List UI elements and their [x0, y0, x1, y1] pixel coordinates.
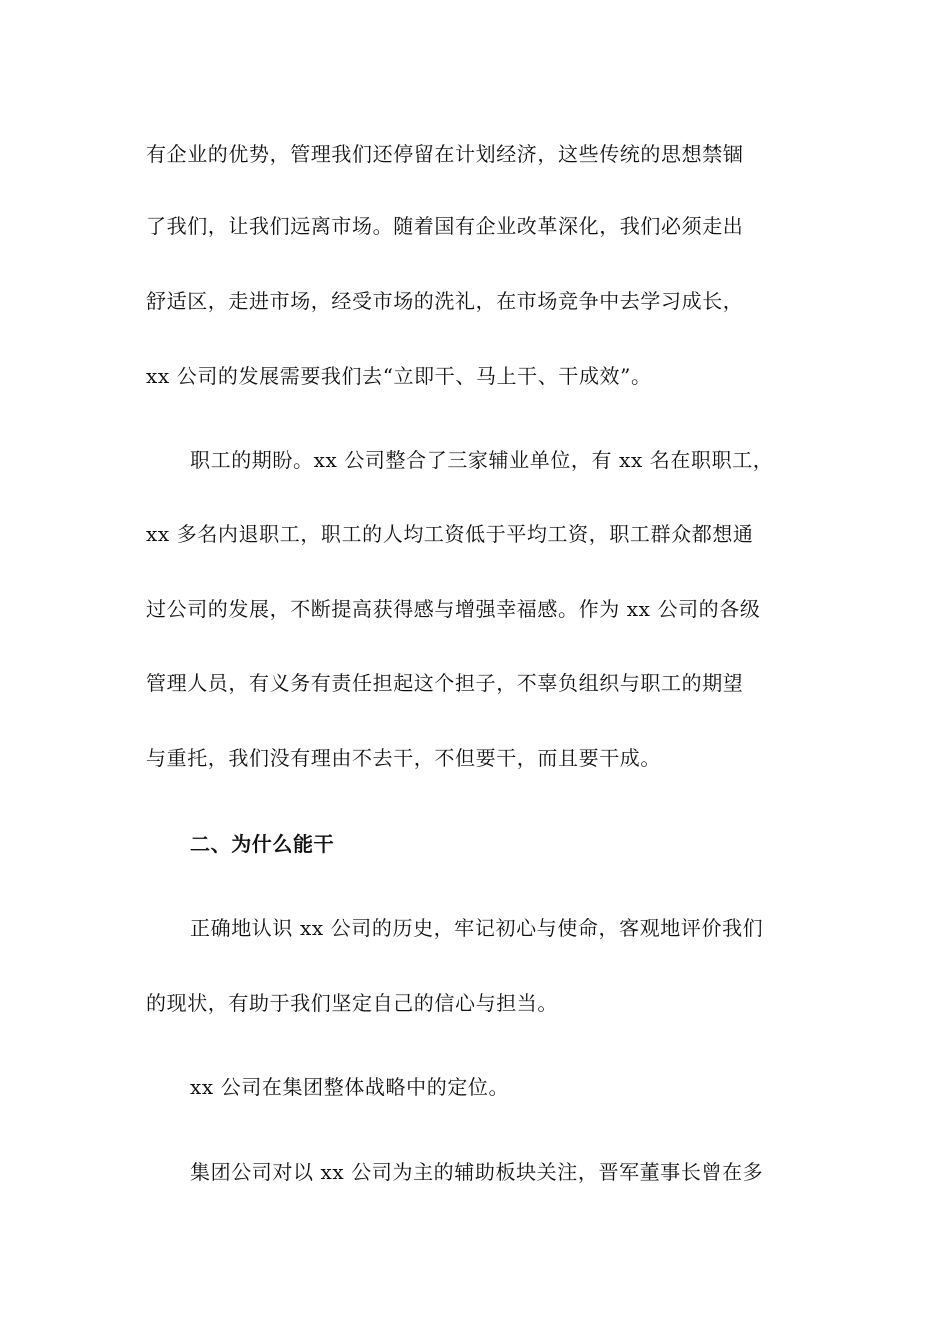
paragraph-line: 有企业的优势，管理我们还停留在计划经济，这些传统的思想禁锢	[146, 142, 744, 166]
paragraph-line: 舒适区，走进市场，经受市场的洗礼，在市场竞争中去学习成长，	[146, 289, 744, 313]
paragraph-line: 正确地认识 xx 公司的历史，牢记初心与使命，客观地评价我们	[190, 916, 764, 940]
paragraph-line: 与重托，我们没有理由不去干，不但要干，而且要干成。	[146, 746, 661, 770]
paragraph-line: 了我们，让我们远离市场。随着国有企业改革深化，我们必须走出	[146, 214, 744, 238]
paragraph-line: 集团公司对以 xx 公司为主的辅助板块关注，晋军董事长曾在多	[190, 1160, 764, 1184]
paragraph-line: 的现状，有助于我们坚定自己的信心与担当。	[146, 991, 558, 1015]
paragraph-line: xx 公司在集团整体战略中的定位。	[190, 1075, 510, 1099]
paragraph-line: 过公司的发展，不断提高获得感与增强幸福感。作为 xx 公司的各级	[146, 597, 761, 621]
paragraph-line: 管理人员，有义务有责任担起这个担子，不辜负组织与职工的期望	[146, 671, 744, 695]
paragraph-line: xx 多名内退职工，职工的人均工资低于平均工资，职工群众都想通	[146, 522, 754, 546]
paragraph-line: xx 公司的发展需要我们去“立即干、马上干、干成效”。	[146, 364, 652, 388]
section-heading: 二、为什么能干	[190, 832, 335, 856]
paragraph-line: 职工的期盼。xx 公司整合了三家辅业单位，有 xx 名在职职工，	[190, 448, 774, 472]
